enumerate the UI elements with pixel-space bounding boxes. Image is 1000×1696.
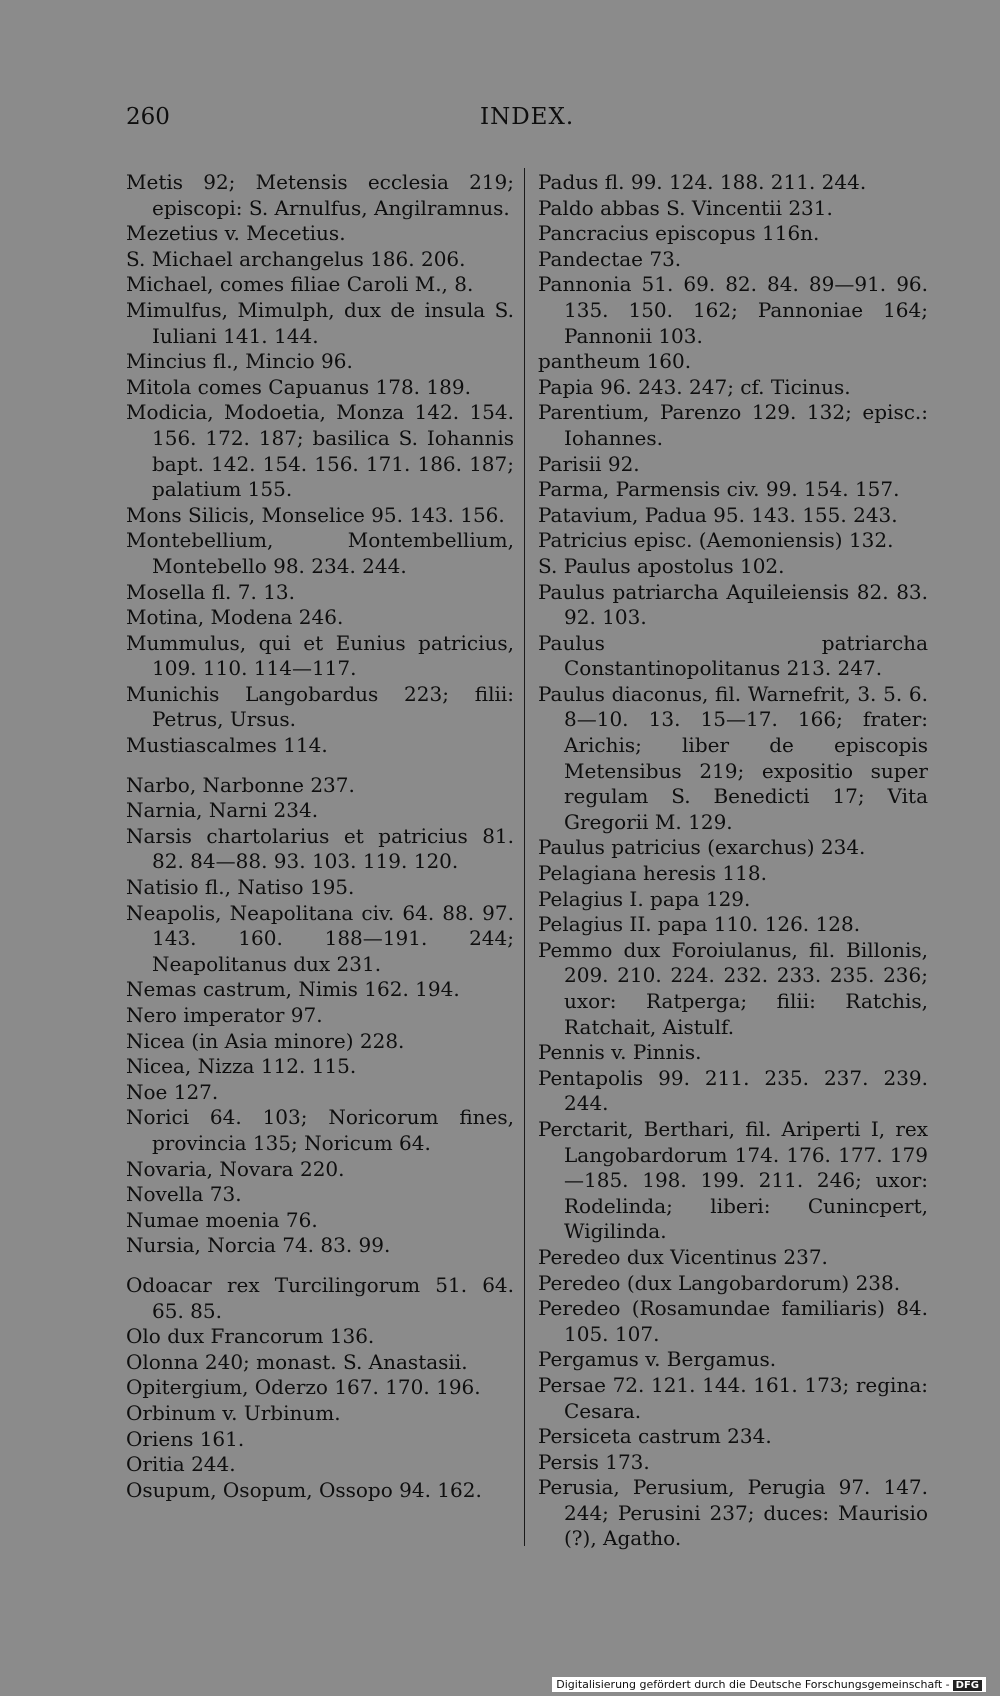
index-entry: Nicea, Nizza 112. 115. xyxy=(126,1054,357,1079)
index-entry: Pandectae 73. xyxy=(538,246,682,271)
index-entry: Pemmo dux Foroiulanus, fil. Billonis, 209. 210. 224. 232. 233. 235. 236; uxor: Ratperga; filii: Ratchis, Ratchait, Aistulf. xyxy=(538,937,928,1039)
index-entry: Patricius episc. (Aemoniensis) 132. xyxy=(538,528,894,553)
index-entry: Pelagiana heresis 118. xyxy=(538,861,767,886)
index-entry: Pancracius episcopus 116n. xyxy=(538,221,820,246)
index-entry: Oritia 244. xyxy=(126,1452,236,1477)
index-entry: Nursia, Norcia 74. 83. 99. xyxy=(126,1233,391,1258)
index-entry: Oriens 161. xyxy=(126,1426,245,1451)
index-entry: Novaria, Novara 220. xyxy=(126,1156,345,1181)
index-entry: Nicea (in Asia minore) 228. xyxy=(126,1028,405,1053)
index-entry: Pelagius I. papa 129. xyxy=(538,886,751,911)
section-gap xyxy=(126,1259,514,1273)
index-entry: Mosella fl. 7. 13. xyxy=(126,579,295,604)
index-entry: Pelagius II. papa 110. 126. 128. xyxy=(538,912,861,937)
left-column xyxy=(126,170,514,1503)
index-entry: Munichis Langobardus 223; filii: Petrus, Ursus. xyxy=(126,681,514,732)
index-entry: Paulus patriarcha Constantinopolitanus 213. 247. xyxy=(538,630,928,681)
page-number: 260 xyxy=(126,104,170,130)
index-entry: Michael, comes filiae Caroli M., 8. xyxy=(126,272,474,297)
index-entry: Paldo abbas S. Vincentii 231. xyxy=(538,195,833,220)
index-entry: Norici 64. 103; Noricorum fines, provincia 135; Noricum 64. xyxy=(126,1105,514,1155)
right-column xyxy=(538,170,928,1552)
index-entry: Novella 73. xyxy=(126,1182,242,1207)
index-entry: Paulus diaconus, fil. Warnefrit, 3. 5. 6. 8—10. 13. 15—17. 166; frater: Arichis; liber de episcopis Metensibus 219; expositio super regulam S. Benedicti 17; Vita Gregorii M. 129. xyxy=(538,681,928,834)
index-entry: Mincius fl., Mincio 96. xyxy=(126,349,353,374)
index-entry: Mitola comes Capuanus 178. 189. xyxy=(126,374,471,399)
index-entry: Persiceta castrum 234. xyxy=(538,1424,772,1449)
index-entry: Orbinum v. Urbinum. xyxy=(126,1400,341,1425)
index-entry: Mummulus, qui et Eunius patricius, 109. 110. 114—117. xyxy=(126,630,514,681)
index-entry: Odoacar rex Turcilingorum 51. 64. 65. 85. xyxy=(126,1272,514,1323)
index-entry: Osupum, Osopum, Ossopo 94. 162. xyxy=(126,1477,482,1502)
index-entry: Narbo, Narbonne 237. xyxy=(126,772,355,797)
index-entry: pantheum 160. xyxy=(538,349,692,374)
index-entry: Parentium, Parenzo 129. 132; episc.: Iohannes. xyxy=(538,400,928,450)
index-entry: Mustiascalmes 114. xyxy=(126,733,328,758)
index-entry: Nemas castrum, Nimis 162. 194. xyxy=(126,977,460,1002)
index-entry: Mimulfus, Mimulph, dux de insula S. Iuliani 141. 144. xyxy=(126,297,514,348)
footer-credit xyxy=(552,1677,986,1692)
index-entry: Patavium, Padua 95. 143. 155. 243. xyxy=(538,502,898,527)
index-entry: Nero imperator 97. xyxy=(126,1003,323,1027)
footer-text: Digitalisierung gefördert durch die Deutsche Forschungsgemeinschaft - xyxy=(556,1678,950,1691)
column-rule xyxy=(524,168,525,1546)
index-entry: Persis 173. xyxy=(538,1449,650,1474)
index-entry: Narnia, Narni 234. xyxy=(126,798,319,823)
section-gap xyxy=(126,759,514,773)
index-entry: Peredeo (dux Langobardorum) 238. xyxy=(538,1270,901,1295)
index-entry: Opitergium, Oderzo 167. 170. 196. xyxy=(126,1375,481,1400)
index-entry: Olo dux Francorum 136. xyxy=(126,1324,375,1349)
index-entry: Papia 96. 243. 247; cf. Ticinus. xyxy=(538,374,851,399)
index-entry: Pergamus v. Bergamus. xyxy=(538,1347,777,1372)
index-entry: Noe 127. xyxy=(126,1079,219,1104)
index-entry: Modicia, Modoetia, Monza 142. 154. 156. 172. 187; basilica S. Iohannis bapt. 142. 154. 156. 171. 186. 187; palatium 155. xyxy=(126,400,514,502)
index-entry: Neapolis, Neapolitana civ. 64. 88. 97. 143. 160. 188—191. 244; Neapolitanus dux 231. xyxy=(126,900,514,976)
index-entry: Persae 72. 121. 144. 161. 173; regina: Cesara. xyxy=(538,1372,928,1423)
index-entry: Pennis v. Pinnis. xyxy=(538,1040,702,1065)
index-entry: Metis 92; Metensis ecclesia 219; episcopi: S. Arnulfus, Angilramnus. xyxy=(126,170,514,220)
dfg-logo: DFG xyxy=(953,1680,982,1691)
index-entry: Paulus patriarcha Aquileiensis 82. 83. 92. 103. xyxy=(538,579,928,630)
index-entry: Pannonia 51. 69. 82. 84. 89—91. 96. 135. 150. 162; Pannoniae 164; Pannonii 103. xyxy=(538,272,928,348)
index-entry: Perusia, Perusium, Perugia 97. 147. 244; Perusini 237; duces: Maurisio (?), Agatho. xyxy=(538,1475,928,1551)
index-entry: Perctarit, Berthari, fil. Ariperti I, rex Langobardorum 174. 176. 177. 179—185. 198. 199. 211. 246; uxor: Rodelinda; liberi: Cunincpert, Wigilinda. xyxy=(538,1116,928,1244)
index-entry: Montebellium, Montembellium, Montebello 98. 234. 244. xyxy=(126,528,514,578)
index-entry: Mons Silicis, Monselice 95. 143. 156. xyxy=(126,502,505,527)
index-entry: Narsis chartolarius et patricius 81. 82. 84—88. 93. 103. 119. 120. xyxy=(126,823,514,874)
index-entry: Parma, Parmensis civ. 99. 154. 157. xyxy=(538,477,900,502)
index-entry: S. Michael archangelus 186. 206. xyxy=(126,246,466,271)
index-entry: Pentapolis 99. 211. 235. 237. 239. 244. xyxy=(538,1065,928,1116)
index-entry: Olonna 240; monast. S. Anastasii. xyxy=(126,1349,468,1374)
index-entry: Peredeo (Rosamundae familiaris) 84. 105. 107. xyxy=(538,1296,928,1346)
index-entry: Parisii 92. xyxy=(538,451,640,476)
index-entry: Paulus patricius (exarchus) 234. xyxy=(538,835,866,860)
running-head: INDEX. xyxy=(480,104,575,130)
index-entry: S. Paulus apostolus 102. xyxy=(538,553,785,578)
index-entry: Peredeo dux Vicentinus 237. xyxy=(538,1244,828,1269)
index-entry: Natisio fl., Natiso 195. xyxy=(126,875,355,900)
index-entry: Numae moenia 76. xyxy=(126,1207,318,1232)
index-entry: Motina, Modena 246. xyxy=(126,605,344,630)
index-entry: Mezetius v. Mecetius. xyxy=(126,221,346,246)
index-entry: Padus fl. 99. 124. 188. 211. 244. xyxy=(538,170,867,194)
